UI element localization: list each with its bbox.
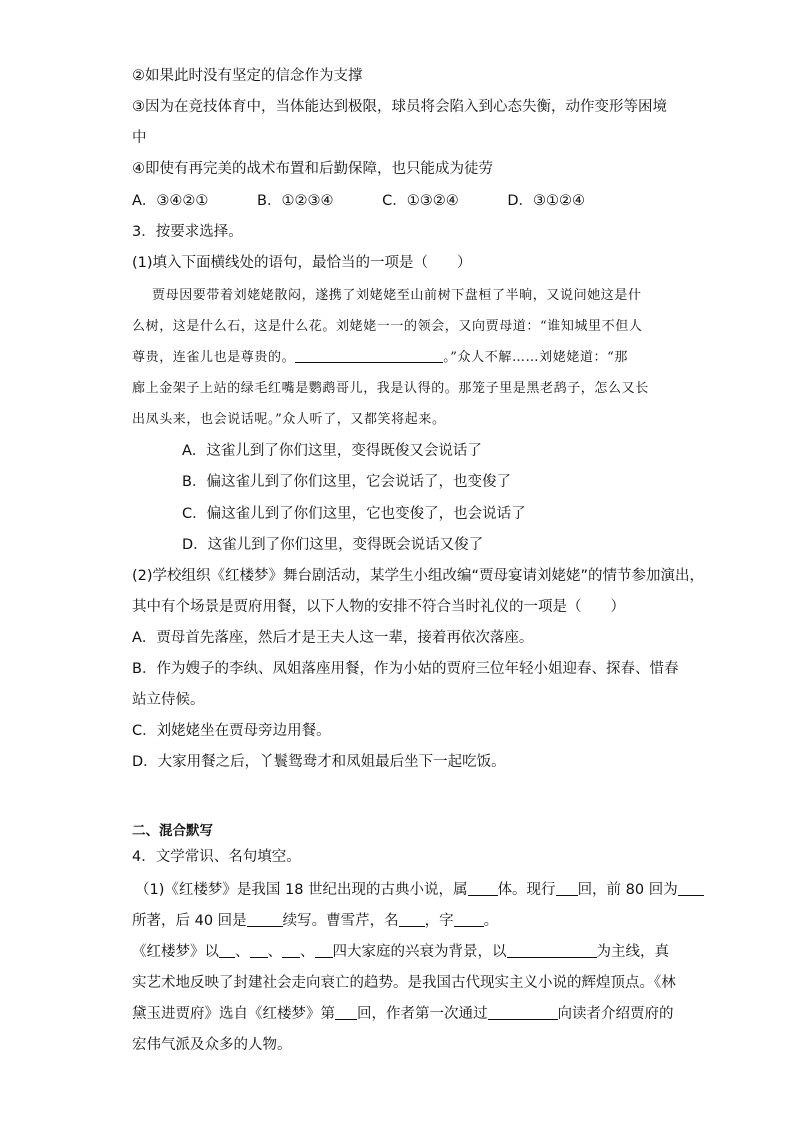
sub2-option-c: C．刘姥姥坐在贾母旁边用餐。 bbox=[132, 723, 331, 739]
q3-sub1-prompt: (1)填入下面横线处的语句，最恰当的一项是（ ） bbox=[132, 255, 472, 271]
option-a: A．③④②① bbox=[132, 193, 209, 209]
q4-text: 向读者介绍贾府的 bbox=[557, 1006, 674, 1022]
q4-text: 《红楼梦》以 bbox=[132, 944, 219, 960]
fill-blank bbox=[454, 912, 484, 927]
q4-text: 体。现行 bbox=[497, 882, 556, 898]
sub1-option-a: A．这雀儿到了你们这里，变得既俊又会说话了 bbox=[182, 443, 482, 459]
q4-line-5 bbox=[132, 1004, 674, 1024]
q4-text: 、 bbox=[300, 944, 315, 960]
option-c: C．①③②④ bbox=[382, 193, 459, 209]
q4-text: 回，前 80 回为 bbox=[577, 882, 678, 898]
fill-blank bbox=[488, 1005, 558, 1020]
fill-blank bbox=[678, 881, 704, 896]
sub2-option-d: D．大家用餐之后，丫鬟鸳鸯才和凤姐最后坐下一起吃饭。 bbox=[132, 754, 506, 770]
fill-blank bbox=[247, 912, 283, 927]
sub2-option-a: A．贾母首先落座，然后才是王夫人这一辈，接着再依次落座。 bbox=[132, 630, 534, 646]
fill-blank bbox=[315, 943, 333, 958]
fill-blank bbox=[468, 881, 498, 896]
q4-line-2 bbox=[132, 911, 498, 931]
q4-text: 、 bbox=[235, 944, 250, 960]
fill-blank bbox=[335, 1005, 357, 1020]
q2-item-3: ③因为在竞技体育中，当体能达到极限，球员将会陷入到心态失衡，动作变形等困境 bbox=[132, 99, 667, 115]
q4-text: 、 bbox=[267, 944, 282, 960]
q4-line-3 bbox=[132, 942, 669, 962]
q4-text: 。 bbox=[483, 913, 499, 929]
passage-line-3-pre: 尊贵，连雀儿也是尊贵的。 bbox=[132, 350, 296, 365]
q4-text: 为主线，真 bbox=[596, 944, 669, 960]
fill-blank bbox=[399, 912, 425, 927]
option-b: B．①②③④ bbox=[257, 193, 334, 209]
fill-blank bbox=[250, 943, 268, 958]
q4-text: （1)《红楼梦》是我国 18 世纪出现的古典小说，属 bbox=[135, 882, 468, 898]
q4-text: 四大家庭的兴衰为背景，以 bbox=[332, 944, 507, 960]
q4-text: 续写。曹雪芹，名 bbox=[282, 913, 399, 929]
q2-item-3-cont: 中 bbox=[132, 130, 147, 146]
section-heading: 二、混合默写 bbox=[132, 823, 213, 839]
passage-line-2: 么树，这是什么石，这是什么花。刘姥姥一一的领会，又向贾母道：“谁知城里不但人 bbox=[132, 319, 643, 334]
sub2-option-b-cont: 站立侍候。 bbox=[132, 692, 205, 708]
q4-line-4: 实艺术地反映了封建社会走向衰亡的趋势。是我国古代现实主义小说的辉煌顶点。《林 bbox=[132, 975, 676, 991]
q4-text: ，字 bbox=[424, 913, 454, 929]
passage-line-1: 贾母因要带着刘姥姥散闷，遂携了刘姥姥至山前树下盘桓了半晌，又说问她这是什 bbox=[152, 288, 642, 303]
q4-line-6: 宏伟气派及众多的人物。 bbox=[132, 1037, 292, 1053]
q4-text: 回，作者第一次通过 bbox=[357, 1006, 488, 1022]
q4-text: 黛玉进贾府》选自《红楼梦》第 bbox=[132, 1006, 335, 1022]
fill-blank bbox=[282, 943, 300, 958]
q3-title: 3．按要求选择。 bbox=[132, 224, 243, 240]
sub1-option-d: D．这雀儿到了你们这里，变得既会说话又俊了 bbox=[182, 537, 484, 553]
fill-blank bbox=[556, 881, 578, 896]
option-d: D．③①②④ bbox=[507, 193, 585, 209]
passage-line-3-post: 。”众人不解……刘姥姥道：“那 bbox=[443, 350, 628, 365]
passage-line-5: 出凤头来，也会说话呢。”众人听了，又都笑将起来。 bbox=[132, 412, 446, 427]
passage-line-4: 廊上金架子上站的绿毛红嘴是鹦鹉哥儿，我是认得的。那笼子里是黑老鸹子，怎么又长 bbox=[132, 381, 649, 396]
q2-options bbox=[132, 191, 585, 211]
q3-sub2-prompt-cont: 其中有个场景是贾府用餐，以下人物的安排不符合当时礼仪的一项是（ ） bbox=[132, 599, 625, 615]
q2-item-2: ②如果此时没有坚定的信念作为支撑 bbox=[132, 68, 363, 84]
q4-title: 4．文学常识、名句填空。 bbox=[132, 849, 301, 865]
passage-line-3 bbox=[132, 348, 628, 368]
fill-blank bbox=[507, 943, 597, 958]
fill-blank bbox=[219, 943, 235, 958]
sub2-option-b: B．作为嫂子的李纨、凤姐落座用餐，作为小姑的贾府三位年轻小姐迎春、探春、惜春 bbox=[132, 661, 679, 677]
q4-text: 所著，后 40 回是 bbox=[132, 913, 247, 929]
q2-item-4: ④即使有再完美的战术布置和后勤保障，也只能成为徒劳 bbox=[132, 161, 493, 177]
q3-sub2-prompt: (2)学校组织《红楼梦》舞台剧活动，某学生小组改编“贾母宴请刘姥姥”的情节参加演出， bbox=[132, 568, 705, 584]
sub1-option-b: B．偏这雀儿到了你们这里，它会说话了，也变俊了 bbox=[182, 474, 511, 490]
fill-blank bbox=[295, 348, 443, 363]
q4-line-1 bbox=[135, 880, 704, 900]
sub1-option-c: C．偏这雀儿到了你们这里，它也变俊了，也会说话了 bbox=[182, 506, 526, 522]
